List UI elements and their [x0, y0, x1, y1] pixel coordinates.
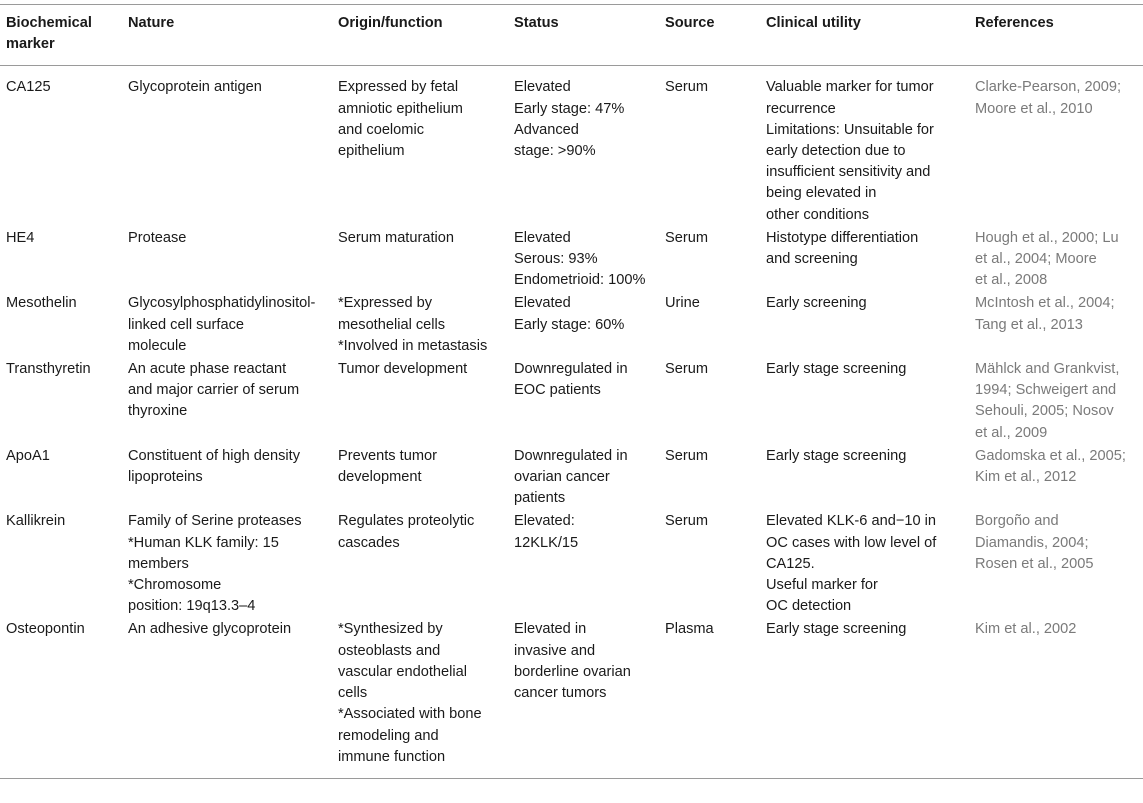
header-line: Source [665, 15, 715, 31]
cell-line: et al., 2008 [975, 272, 1048, 289]
header-clinical-utility [760, 5, 969, 66]
cell-clinical-utility [760, 357, 969, 444]
header-line: Origin/function [338, 15, 443, 31]
cell-line: cancer tumors [514, 685, 607, 702]
cell-line: Elevated in [514, 621, 587, 638]
cell-nature [122, 66, 332, 226]
cell-line: Hough et al., 2000; Lu [975, 229, 1119, 246]
header-line: Status [514, 15, 559, 31]
cell-line: EOC patients [514, 382, 601, 399]
cell-line: development [338, 469, 422, 486]
table-row [0, 66, 1143, 226]
cell-line: members [128, 555, 189, 572]
cell-clinical-utility [760, 226, 969, 292]
cell-nature [122, 357, 332, 444]
table-header [0, 5, 1143, 66]
table-row [0, 226, 1143, 292]
cell-line: Moore et al., 2010 [975, 100, 1093, 117]
cell-line: invasive and [514, 642, 596, 659]
cell-line: Serous: 93% [514, 251, 598, 268]
cell-references [969, 291, 1143, 357]
cell-line: Early stage screening [766, 621, 907, 638]
header-line: marker [6, 36, 55, 53]
cell-marker [0, 617, 122, 778]
cell-line: Tumor development [338, 361, 468, 378]
header-line: References [975, 15, 1054, 31]
cell-line: *Synthesized by [338, 621, 443, 638]
cell-line: osteoblasts and [338, 642, 441, 659]
header-status [508, 5, 659, 66]
cell-source [659, 617, 760, 778]
cell-line: lipoproteins [128, 469, 203, 486]
table-row [0, 291, 1143, 357]
cell-clinical-utility [760, 617, 969, 778]
cell-line: Rosen et al., 2005 [975, 555, 1094, 572]
cell-line: 1994; Schweigert and [975, 382, 1117, 399]
cell-line: Osteopontin [6, 621, 85, 638]
header-origin-function [332, 5, 508, 66]
cell-line: stage: >90% [514, 143, 596, 160]
cell-status [508, 444, 659, 510]
cell-line: other conditions [766, 206, 870, 223]
cell-line: Downregulated in [514, 447, 628, 464]
cell-status [508, 226, 659, 292]
cell-origin-function [332, 357, 508, 444]
cell-line: Protease [128, 229, 187, 246]
cell-line: An adhesive glycoprotein [128, 621, 292, 638]
cell-status [508, 509, 659, 617]
cell-line: molecule [128, 337, 187, 354]
cell-line: Transthyretin [6, 361, 91, 378]
cell-status [508, 291, 659, 357]
cell-source [659, 291, 760, 357]
cell-origin-function [332, 66, 508, 226]
header-line: Clinical utility [766, 15, 861, 31]
cell-line: patients [514, 490, 566, 507]
header-biochemical-marker [0, 5, 122, 66]
cell-line: and major carrier of serum [128, 382, 300, 399]
cell-line: McIntosh et al., 2004; [975, 295, 1115, 312]
cell-clinical-utility [760, 66, 969, 226]
cell-nature [122, 617, 332, 778]
cell-line: Urine [665, 295, 700, 312]
cell-line: Kim et al., 2012 [975, 469, 1077, 486]
cell-line: Early stage: 60% [514, 316, 625, 333]
cell-references [969, 509, 1143, 617]
cell-line: and coelomic [338, 121, 424, 138]
cell-status [508, 357, 659, 444]
cell-line: epithelium [338, 143, 405, 160]
cell-line: OC cases with low level of [766, 534, 937, 551]
cell-line: *Human KLK family: 15 [128, 534, 279, 551]
table-row [0, 617, 1143, 778]
cell-line: vascular endothelial [338, 663, 467, 680]
cell-line: Useful marker for [766, 577, 878, 594]
cell-marker [0, 291, 122, 357]
cell-line: Borgoño and [975, 513, 1059, 530]
cell-references [969, 444, 1143, 510]
cell-line: Early screening [766, 295, 867, 312]
cell-line: Plasma [665, 621, 714, 638]
cell-line: Glycoprotein antigen [128, 79, 262, 96]
table-row [0, 444, 1143, 510]
cell-line: et al., 2004; Moore [975, 251, 1097, 268]
cell-line: Histotype differentiation [766, 229, 919, 246]
cell-marker [0, 66, 122, 226]
cell-line: being elevated in [766, 185, 877, 202]
cell-line: insufficient sensitivity and [766, 164, 931, 181]
cell-line: position: 19q13.3–4 [128, 598, 256, 615]
cell-line: Diamandis, 2004; [975, 534, 1089, 551]
cell-line: *Associated with bone [338, 706, 482, 723]
cell-line: and screening [766, 251, 858, 268]
cell-line: An acute phase reactant [128, 361, 287, 378]
cell-line: Tang et al., 2013 [975, 316, 1083, 333]
cell-line: Advanced [514, 121, 579, 138]
cell-line: Regulates proteolytic [338, 513, 475, 530]
cell-nature [122, 226, 332, 292]
cell-line: Elevated KLK-6 and−10 in [766, 513, 936, 530]
cell-line: Endometrioid: 100% [514, 272, 646, 289]
cell-line: Serum [665, 229, 708, 246]
table-row [0, 357, 1143, 444]
cell-source [659, 226, 760, 292]
cell-line: borderline ovarian [514, 663, 631, 680]
header-source [659, 5, 760, 66]
cell-line: cascades [338, 534, 400, 551]
cell-line: linked cell surface [128, 316, 244, 333]
header-nature [122, 5, 332, 66]
cell-origin-function [332, 226, 508, 292]
cell-source [659, 444, 760, 510]
cell-source [659, 66, 760, 226]
cell-origin-function [332, 509, 508, 617]
cell-clinical-utility [760, 444, 969, 510]
cell-line: Expressed by fetal [338, 79, 459, 96]
cell-marker [0, 509, 122, 617]
cell-line: Elevated: [514, 513, 575, 530]
cell-references [969, 226, 1143, 292]
cell-line: CA125. [766, 555, 815, 572]
cell-line: early detection due to [766, 143, 906, 160]
cell-references [969, 357, 1143, 444]
cell-origin-function [332, 291, 508, 357]
cell-marker [0, 357, 122, 444]
header-line: Biochemical [6, 15, 92, 31]
cell-line: Mesothelin [6, 295, 77, 312]
cell-references [969, 617, 1143, 778]
cell-origin-function [332, 444, 508, 510]
cell-line: Serum [665, 513, 708, 530]
header-line: Nature [128, 15, 175, 31]
table-row [0, 509, 1143, 617]
cell-marker [0, 444, 122, 510]
header-row [0, 5, 1143, 66]
cell-line: Serum [665, 79, 708, 96]
cell-line: Family of Serine proteases [128, 513, 302, 530]
cell-nature [122, 509, 332, 617]
cell-line: Elevated [514, 79, 571, 96]
cell-line: Early stage screening [766, 447, 907, 464]
cell-line: Prevents tumor [338, 447, 437, 464]
cell-line: Kallikrein [6, 513, 66, 530]
cell-nature [122, 291, 332, 357]
cell-line: amniotic epithelium [338, 100, 463, 117]
cell-line: immune function [338, 748, 446, 765]
cell-line: Elevated [514, 229, 571, 246]
cell-line: *Expressed by [338, 295, 433, 312]
cell-line: *Involved in metastasis [338, 337, 488, 354]
cell-line: Downregulated in [514, 361, 628, 378]
cell-line: Valuable marker for tumor [766, 79, 934, 96]
cell-status [508, 617, 659, 778]
cell-line: Clarke-Pearson, 2009; [975, 79, 1122, 96]
cell-line: thyroxine [128, 403, 188, 420]
cell-line: Early stage screening [766, 361, 907, 378]
cell-line: et al., 2009 [975, 424, 1048, 441]
cell-line: *Chromosome [128, 577, 222, 594]
table-body [0, 66, 1143, 779]
cell-line: Serum [665, 361, 708, 378]
cell-line: ApoA1 [6, 447, 50, 464]
cell-line: CA125 [6, 79, 51, 96]
cell-line: Constituent of high density [128, 447, 300, 464]
cell-line: Elevated [514, 295, 571, 312]
cell-line: OC detection [766, 598, 852, 615]
cell-marker [0, 226, 122, 292]
cell-line: Serum [665, 447, 708, 464]
cell-clinical-utility [760, 509, 969, 617]
cell-line: Sehouli, 2005; Nosov [975, 403, 1114, 420]
cell-origin-function [332, 617, 508, 778]
cell-line: HE4 [6, 229, 35, 246]
cell-line: ovarian cancer [514, 469, 610, 486]
cell-line: remodeling and [338, 727, 439, 744]
cell-status [508, 66, 659, 226]
cell-source [659, 509, 760, 617]
cell-line: Gadomska et al., 2005; [975, 447, 1126, 464]
cell-line: Glycosylphosphatidylinositol- [128, 295, 316, 312]
cell-references [969, 66, 1143, 226]
cell-nature [122, 444, 332, 510]
biomarker-table [0, 4, 1143, 779]
cell-clinical-utility [760, 291, 969, 357]
header-references [969, 5, 1143, 66]
cell-line: mesothelial cells [338, 316, 446, 333]
cell-line: Mählck and Grankvist, [975, 361, 1120, 378]
cell-line: 12KLK/15 [514, 534, 579, 551]
cell-line: Early stage: 47% [514, 100, 625, 117]
cell-line: Kim et al., 2002 [975, 621, 1077, 638]
cell-line: recurrence [766, 100, 836, 117]
cell-line: cells [338, 685, 368, 702]
cell-source [659, 357, 760, 444]
cell-line: Limitations: Unsuitable for [766, 121, 934, 138]
cell-line: Serum maturation [338, 229, 454, 246]
